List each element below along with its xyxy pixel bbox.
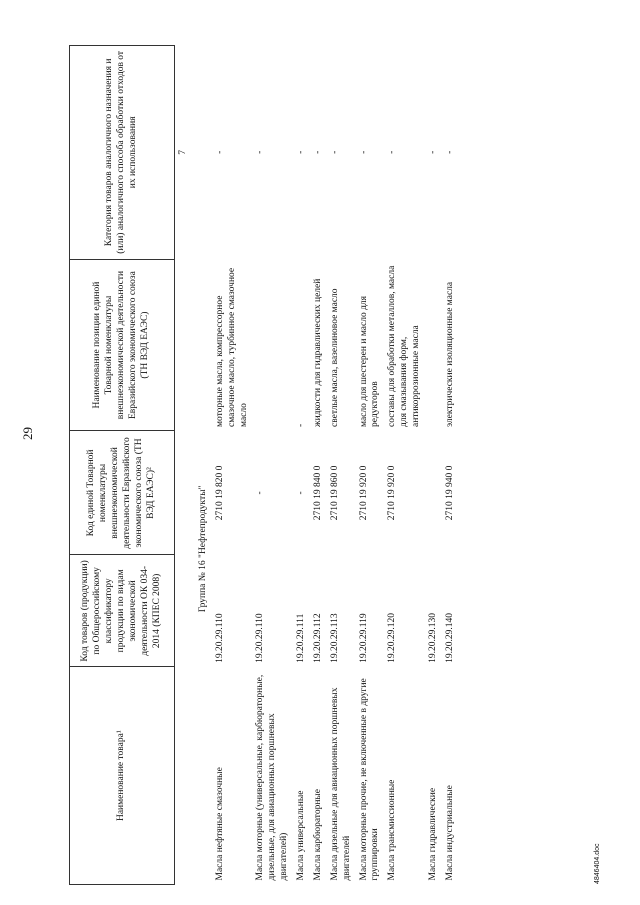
category: - xyxy=(214,150,225,154)
tnved-code: 2710 19 840 0 xyxy=(312,465,323,521)
category: - xyxy=(387,150,398,154)
tnved-name: моторные масла, компрессорное смазочное масло, турбинное смазочное масло xyxy=(214,267,249,427)
header-tnved-code: Код единой Товарной номенклатуры внешнеэкономической деятельности Евразийского экономического союза (ТН ВЭД ЕАЭС)² xyxy=(70,431,175,555)
product-name: Масла универсальные xyxy=(296,790,306,881)
tnved-code: - xyxy=(255,491,266,495)
category: - xyxy=(444,150,455,154)
category: - xyxy=(427,150,438,154)
tnved-code: - xyxy=(296,491,306,495)
product-name: Масла трансмиссионные xyxy=(387,779,398,881)
product-name: Масла индустриальные xyxy=(444,785,455,881)
category: - xyxy=(329,150,340,154)
okpd-code: 19.20.29.110 xyxy=(214,613,225,663)
product-name: Масла гидравлические xyxy=(427,787,438,881)
tnved-code: 2710 19 920 0 xyxy=(358,465,369,521)
tnved-code xyxy=(423,431,440,555)
table-row xyxy=(382,46,423,885)
header-product-name: Наименование товара¹ xyxy=(70,667,175,885)
tnved-code: 2710 19 860 0 xyxy=(329,465,340,521)
product-name: Масла моторные прочие, не включенные в другие группировки xyxy=(358,678,381,881)
tnved-code: 2710 19 920 0 xyxy=(387,465,398,521)
okpd-code: 19.20.29.119 xyxy=(358,613,369,663)
tnved-name: - xyxy=(296,423,306,427)
okpd-code: 19.20.29.110 xyxy=(255,613,266,663)
table-row xyxy=(210,46,251,885)
product-name: Масла дизельные для авиационных поршневых двигателей xyxy=(329,687,352,881)
column-number-row xyxy=(175,46,193,885)
product-name: Масла нефтяные смазочные xyxy=(214,767,225,881)
table-row xyxy=(250,46,291,885)
footer-document-code: 4846404.doc xyxy=(594,843,601,884)
group-title-row xyxy=(193,46,210,885)
header-category: Категория товаров аналогичного назначения и (или) аналогичного способа обработки отходов от их использования xyxy=(70,46,175,260)
table-row xyxy=(423,46,440,885)
category: - xyxy=(312,150,323,154)
products-table xyxy=(69,45,457,885)
okpd-code: 19.20.29.130 xyxy=(427,612,438,663)
page-number: 29 xyxy=(20,427,35,440)
group-title: Группа № 16 "Нефтепродукты" xyxy=(197,485,208,613)
product-name: Масла моторные (универсальные, карбюраторные, дизельные, для авиационных поршневых двигателей) xyxy=(255,674,290,881)
product-name: Масла карбюраторные xyxy=(312,788,323,881)
category: - xyxy=(296,150,306,154)
okpd-code: 19.20.29.112 xyxy=(312,613,323,663)
tnved-name: светлые масла, вазелиновое масло xyxy=(329,288,340,427)
tnved-code: 2710 19 940 0 xyxy=(444,465,455,521)
tnved-name: масло для шестерен и масло для редукторов xyxy=(358,295,381,427)
okpd-code: 19.20.29.113 xyxy=(329,613,340,663)
table-header-row xyxy=(70,46,175,885)
tnved-code: 2710 19 820 0 xyxy=(214,465,225,521)
table-row xyxy=(308,46,325,885)
category: - xyxy=(358,150,369,154)
okpd-code: 19.20.29.140 xyxy=(444,612,455,663)
table-row xyxy=(440,46,457,885)
header-okpd-code: Код товаров (продукции) по Общероссийскому классификатору продукции по видам экономической деятельности ОК 034-2014 (КПЕС 2008) xyxy=(70,555,175,667)
table-row xyxy=(291,46,308,885)
tnved-name: электрические изоляционные масла xyxy=(444,281,455,427)
tnved-name xyxy=(250,259,291,431)
table-row xyxy=(354,46,383,885)
table-row xyxy=(325,46,354,885)
okpd-code: 19.20.29.120 xyxy=(387,612,398,663)
category: - xyxy=(255,150,266,154)
header-tnved-name: Наименование позиции единой Товарной номенклатуры внешнеэкономической деятельности Евразийского экономического союза (ТН ВЭД ЕАЭС) xyxy=(70,259,175,431)
tnved-name: составы для обработки металлов, масла для смазывания форм, антикоррозионные масла xyxy=(387,265,421,427)
column-number: 7 xyxy=(178,149,188,155)
tnved-name: жидкости для гидравлических целей xyxy=(312,278,323,427)
okpd-code: 19.20.29.111 xyxy=(296,613,306,663)
tnved-name xyxy=(423,259,440,431)
